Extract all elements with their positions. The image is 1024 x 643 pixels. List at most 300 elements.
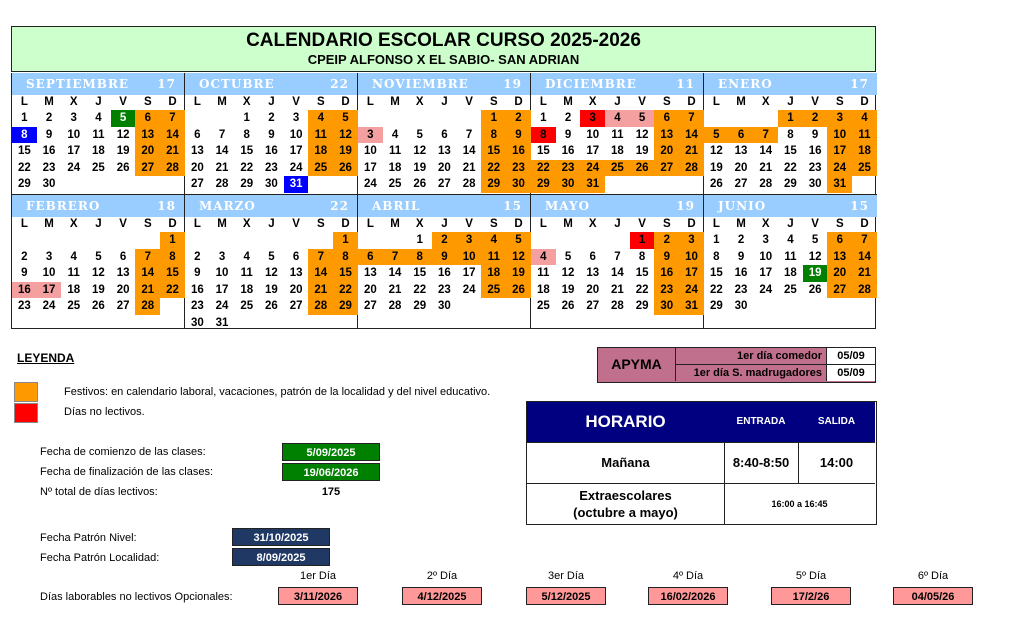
day-cell: 3 xyxy=(218,250,226,263)
month-header xyxy=(704,195,877,217)
day-cell: 3 xyxy=(827,110,852,127)
weekday-header: X xyxy=(761,218,770,230)
day-cell: 15 xyxy=(536,145,550,157)
day-cell: 26 xyxy=(808,283,822,296)
day-cell: 1 xyxy=(481,110,506,127)
day-cell: 23 xyxy=(17,300,31,312)
day-cell: 4 xyxy=(531,249,556,266)
day-cell: 3 xyxy=(679,232,704,249)
month-lective-count: 17 xyxy=(157,77,176,91)
day-cell: 20 xyxy=(827,265,852,282)
day-cell: 23 xyxy=(265,161,278,174)
day-cell: 11 xyxy=(537,267,550,279)
weekday-header: V xyxy=(292,218,300,230)
day-cell: 11 xyxy=(784,250,797,263)
month-mayo xyxy=(531,195,704,329)
day-cell: 21 xyxy=(308,282,333,299)
day-cell: 24 xyxy=(679,282,704,299)
weekday-header: D xyxy=(860,96,869,108)
weekday-header: M xyxy=(563,96,573,108)
month-days xyxy=(531,217,703,315)
weekday-header: L xyxy=(712,218,720,230)
calendar-header xyxy=(11,26,876,72)
day-cell: 11 xyxy=(308,127,333,144)
day-cell: 24 xyxy=(67,161,81,174)
day-cell: 18 xyxy=(611,145,624,157)
calendar-title: CALENDARIO ESCOLAR CURSO 2025-2026 xyxy=(246,30,641,51)
day-cell: 4 xyxy=(391,128,399,141)
day-cell: 25 xyxy=(67,300,81,312)
weekday-header: D xyxy=(168,218,177,230)
day-cell: 31 xyxy=(284,176,309,193)
opcional-dia-label: 4º Día xyxy=(672,570,704,582)
day-cell: 16 xyxy=(265,145,278,157)
day-cell: 21 xyxy=(611,283,624,296)
empty-cell xyxy=(284,232,309,249)
weekday-header: L xyxy=(366,218,374,230)
empty-cell xyxy=(308,232,333,249)
day-cell: 18 xyxy=(852,143,877,160)
weekday-header: L xyxy=(539,218,547,230)
month-junio xyxy=(704,195,877,329)
month-name: ENERO xyxy=(718,77,773,91)
day-cell: 6 xyxy=(441,128,448,141)
day-cell: 22 xyxy=(240,161,254,174)
opcional-dia-label: 1er Día xyxy=(299,570,337,582)
empty-cell xyxy=(135,232,160,249)
empty-cell xyxy=(259,232,284,249)
day-cell: 28 xyxy=(611,300,624,312)
month-febrero xyxy=(12,195,185,329)
weekday-header: J xyxy=(441,218,448,230)
day-cell: 19 xyxy=(413,161,427,174)
day-cell: 13 xyxy=(438,145,451,157)
day-cell: 26 xyxy=(333,160,358,177)
month-days xyxy=(704,217,877,315)
day-cell: 20 xyxy=(586,283,600,296)
day-cell: 19 xyxy=(561,283,575,296)
month-name: SEPTIEMBRE xyxy=(26,77,130,91)
day-cell: 9 xyxy=(811,128,819,141)
day-cell: 6 xyxy=(119,250,127,263)
apyma-row-value: 05/09 xyxy=(827,348,875,364)
day-cell: 5 xyxy=(811,234,819,246)
day-cell: 29 xyxy=(413,300,427,312)
weekday-header: S xyxy=(316,218,325,230)
month-enero xyxy=(704,73,877,195)
day-cell: 3 xyxy=(358,127,383,144)
day-cell: 6 xyxy=(358,249,383,266)
month-name: NOVIEMBRE xyxy=(372,77,469,91)
day-cell: 6 xyxy=(194,128,201,141)
day-cell: 2 xyxy=(737,234,745,246)
month-lective-count: 19 xyxy=(676,199,695,213)
day-cell: 7 xyxy=(160,110,185,127)
day-cell: 6 xyxy=(827,232,852,249)
day-cell: 9 xyxy=(506,127,531,144)
day-cell: 25 xyxy=(92,161,105,174)
day-cell: 27 xyxy=(289,300,303,312)
day-cell: 4 xyxy=(70,250,77,263)
day-cell: 1 xyxy=(778,110,803,127)
month-name: MAYO xyxy=(545,199,591,213)
day-cell: 22 xyxy=(17,161,31,174)
day-cell: 7 xyxy=(753,127,778,144)
day-cell: 10 xyxy=(679,249,704,266)
day-cell: 26 xyxy=(709,178,723,190)
empty-cell xyxy=(86,232,111,249)
month-name: JUNIO xyxy=(718,199,767,213)
day-cell: 30 xyxy=(808,178,822,190)
month-header xyxy=(704,73,877,95)
day-cell: 26 xyxy=(630,160,655,177)
month-lective-count: 19 xyxy=(503,77,522,91)
day-cell: 30 xyxy=(190,316,204,329)
day-cell: 28 xyxy=(852,282,877,299)
day-cell: 11 xyxy=(92,128,105,141)
day-cell: 10 xyxy=(289,128,303,141)
calendar-grid xyxy=(11,73,876,329)
day-cell: 9 xyxy=(268,128,275,141)
weekday-header: D xyxy=(341,218,350,230)
month-header xyxy=(185,73,357,95)
day-cell: 26 xyxy=(561,300,575,312)
day-cell: 14 xyxy=(160,127,185,144)
day-cell: 5 xyxy=(506,232,531,249)
day-cell: 4 xyxy=(95,112,102,124)
day-cell: 2 xyxy=(432,232,457,249)
legend-title: LEYENDA xyxy=(17,351,75,365)
day-cell: 31 xyxy=(827,176,852,193)
day-cell: 7 xyxy=(383,249,408,266)
day-cell: 29 xyxy=(333,298,358,315)
horario-header xyxy=(527,402,875,442)
day-cell: 6 xyxy=(589,250,596,263)
day-cell: 23 xyxy=(808,161,822,174)
day-cell: 24 xyxy=(42,300,56,312)
day-cell: 20 xyxy=(190,161,204,174)
day-cell: 26 xyxy=(92,300,105,312)
day-cell: 17 xyxy=(289,145,303,157)
day-cell: 30 xyxy=(265,178,278,190)
day-cell: 25 xyxy=(852,160,877,177)
month-days xyxy=(185,95,357,193)
weekday-header: J xyxy=(787,96,794,108)
month-octubre xyxy=(185,73,358,195)
weekday-header: X xyxy=(588,96,597,108)
day-cell: 8 xyxy=(638,250,646,263)
weekday-header: V xyxy=(292,96,300,108)
weekday-header: V xyxy=(119,218,127,230)
day-cell: 15 xyxy=(333,265,358,282)
apyma-row xyxy=(675,348,875,365)
weekday-header: X xyxy=(415,218,424,230)
day-cell: 18 xyxy=(240,283,254,296)
day-cell: 9 xyxy=(564,128,572,141)
day-cell: 13 xyxy=(116,267,130,279)
day-cell: 21 xyxy=(388,283,402,296)
day-cell: 9 xyxy=(21,267,28,279)
day-cell: 10 xyxy=(363,145,377,157)
day-cell: 25 xyxy=(784,283,797,296)
day-cell: 8 xyxy=(531,127,556,144)
day-cell: 27 xyxy=(363,300,377,312)
month-lective-count: 15 xyxy=(503,199,522,213)
day-cell: 5 xyxy=(704,127,729,144)
day-cell: 24 xyxy=(363,178,377,190)
weekday-header: L xyxy=(366,96,374,108)
weekday-header: J xyxy=(95,218,102,230)
day-cell: 27 xyxy=(438,178,451,190)
day-cell: 8 xyxy=(481,127,506,144)
month-header xyxy=(12,195,184,217)
day-cell: 2 xyxy=(194,250,201,263)
empty-cell xyxy=(234,232,259,249)
day-cell: 24 xyxy=(462,283,476,296)
patron-localidad-label: Fecha Patrón Localidad: xyxy=(40,552,160,564)
day-cell: 21 xyxy=(852,265,877,282)
empty-cell xyxy=(432,110,457,127)
start-date-label: Fecha de comienzo de las clases: xyxy=(40,446,206,458)
day-cell: 31 xyxy=(215,316,229,329)
day-cell: 13 xyxy=(289,267,303,279)
day-cell: 30 xyxy=(734,300,748,312)
month-name: OCTUBRE xyxy=(199,77,275,91)
horario-row-extraescolares xyxy=(527,483,875,525)
month-lective-count: 18 xyxy=(157,199,176,213)
day-cell: 22 xyxy=(531,160,556,177)
weekday-header: V xyxy=(638,218,646,230)
day-cell: 26 xyxy=(265,300,278,312)
day-cell: 28 xyxy=(679,160,704,177)
weekday-header: X xyxy=(242,218,251,230)
day-cell: 9 xyxy=(45,128,53,141)
weekday-header: V xyxy=(465,96,473,108)
empty-cell xyxy=(556,232,581,249)
day-cell: 1 xyxy=(540,112,547,124)
empty-cell xyxy=(407,110,432,127)
day-cell: 7 xyxy=(852,232,877,249)
empty-cell xyxy=(753,110,778,127)
day-cell: 22 xyxy=(784,161,797,174)
empty-cell xyxy=(61,232,86,249)
day-cell: 20 xyxy=(654,143,679,160)
empty-cell xyxy=(185,232,210,249)
day-cell: 17 xyxy=(586,145,600,157)
empty-cell xyxy=(111,232,136,249)
day-cell: 15 xyxy=(481,143,506,160)
day-cell: 30 xyxy=(556,176,581,193)
weekday-header: S xyxy=(489,96,498,108)
day-cell: 9 xyxy=(194,267,201,279)
day-cell: 22 xyxy=(160,282,185,299)
weekday-header: V xyxy=(638,96,646,108)
month-days xyxy=(358,95,530,193)
day-cell: 24 xyxy=(215,300,229,312)
month-lective-count: 22 xyxy=(330,77,349,91)
day-cell: 2 xyxy=(45,112,53,124)
day-cell: 12 xyxy=(413,145,427,157)
weekday-header: J xyxy=(268,218,275,230)
school-name: CPEIP ALFONSO X EL SABIO- SAN ADRIAN xyxy=(307,52,580,67)
day-cell: 29 xyxy=(240,178,254,190)
day-cell: 15 xyxy=(709,267,723,279)
day-cell: 17 xyxy=(215,283,229,296)
weekday-header: D xyxy=(860,218,869,230)
day-cell: 16 xyxy=(12,282,37,299)
day-cell: 11 xyxy=(611,128,624,141)
day-cell: 27 xyxy=(734,178,748,190)
weekday-header: J xyxy=(268,96,275,108)
day-cell: 18 xyxy=(308,143,333,160)
day-cell: 19 xyxy=(265,283,278,296)
day-cell: 10 xyxy=(42,267,56,279)
day-cell: 4 xyxy=(243,250,250,263)
weekday-header: S xyxy=(316,96,325,108)
day-cell: 11 xyxy=(388,145,402,157)
weekday-header: D xyxy=(514,96,523,108)
day-cell: 5 xyxy=(95,250,102,263)
empty-cell xyxy=(580,232,605,249)
weekday-header: J xyxy=(441,96,448,108)
day-cell: 12 xyxy=(561,267,575,279)
day-cell: 8 xyxy=(787,128,794,141)
day-cell: 26 xyxy=(116,161,130,174)
extraescolares-hora: 16:00 a 16:45 xyxy=(771,499,828,509)
month-header xyxy=(531,73,703,95)
day-cell: 6 xyxy=(292,250,300,263)
month-noviembre xyxy=(358,73,531,195)
day-cell: 19 xyxy=(92,283,105,296)
end-date-value: 19/06/2026 xyxy=(282,463,380,481)
day-cell: 24 xyxy=(827,160,852,177)
day-cell: 17 xyxy=(827,143,852,160)
weekday-header: S xyxy=(489,218,498,230)
day-cell: 7 xyxy=(679,110,704,127)
weekday-header: S xyxy=(662,96,671,108)
day-cell: 14 xyxy=(852,249,877,266)
opcional-dia-label: 2º Día xyxy=(426,570,458,582)
day-cell: 18 xyxy=(481,265,506,282)
day-cell: 13 xyxy=(363,267,377,279)
legend-swatch-festivo xyxy=(14,382,38,402)
weekday-header: M xyxy=(736,218,746,230)
weekday-header: M xyxy=(217,218,227,230)
day-cell: 27 xyxy=(586,300,600,312)
day-cell: 12 xyxy=(506,249,531,266)
day-cell: 18 xyxy=(92,145,105,157)
day-cell: 12 xyxy=(116,128,130,141)
legend-no-lectivos-text: Días no lectivos. xyxy=(64,406,145,418)
day-cell: 20 xyxy=(116,283,130,296)
day-cell: 23 xyxy=(42,161,56,174)
day-cell: 19 xyxy=(333,143,358,160)
weekday-header: D xyxy=(687,218,696,230)
empty-cell xyxy=(457,110,482,127)
day-cell: 6 xyxy=(729,127,754,144)
month-abril xyxy=(358,195,531,329)
day-cell: 4 xyxy=(308,110,333,127)
day-cell: 17 xyxy=(759,267,773,279)
weekday-header: J xyxy=(614,218,621,230)
day-cell: 19 xyxy=(709,161,723,174)
weekday-header: L xyxy=(193,218,201,230)
weekday-header: V xyxy=(811,218,819,230)
empty-cell xyxy=(358,110,383,127)
day-cell: 15 xyxy=(635,267,649,279)
day-cell: 12 xyxy=(635,128,649,141)
weekday-header: M xyxy=(736,96,746,108)
day-cell: 29 xyxy=(531,176,556,193)
day-cell: 23 xyxy=(506,160,531,177)
day-cell: 25 xyxy=(388,178,402,190)
day-cell: 30 xyxy=(654,298,679,315)
day-cell: 16 xyxy=(561,145,575,157)
day-cell: 14 xyxy=(679,127,704,144)
day-cell: 14 xyxy=(462,145,476,157)
weekday-header: M xyxy=(390,218,400,230)
day-cell: 18 xyxy=(784,267,797,279)
day-cell: 27 xyxy=(135,160,160,177)
day-cell: 4 xyxy=(852,110,877,127)
day-cell: 29 xyxy=(709,300,723,312)
day-cell: 9 xyxy=(737,250,745,263)
total-days-value: 175 xyxy=(321,486,341,498)
day-cell: 5 xyxy=(564,250,572,263)
day-cell: 25 xyxy=(240,300,254,312)
weekday-header: X xyxy=(242,96,251,108)
weekday-header: M xyxy=(44,218,54,230)
weekday-header: S xyxy=(143,96,152,108)
weekday-header: S xyxy=(143,218,152,230)
day-cell: 1 xyxy=(160,232,185,249)
month-name: ABRIL xyxy=(372,199,421,213)
day-cell: 16 xyxy=(808,145,822,157)
day-cell: 25 xyxy=(536,300,550,312)
day-cell: 29 xyxy=(635,300,649,312)
day-cell: 8 xyxy=(333,249,358,266)
empty-cell xyxy=(531,232,556,249)
day-cell: 16 xyxy=(734,267,748,279)
day-cell: 8 xyxy=(407,249,432,266)
month-days xyxy=(358,217,530,315)
day-cell: 15 xyxy=(784,145,797,157)
month-name: FEBRERO xyxy=(26,199,101,213)
day-cell: 13 xyxy=(734,145,748,157)
extraescolares-line2: (octubre a mayo) xyxy=(573,505,678,520)
opcional-fecha: 16/02/2026 xyxy=(648,587,728,605)
extraescolares-line1: Extraescolares xyxy=(579,488,672,503)
weekday-header: D xyxy=(514,218,523,230)
day-cell: 5 xyxy=(416,128,423,141)
weekday-header: M xyxy=(563,218,573,230)
weekday-header: L xyxy=(193,96,201,108)
day-cell: 5 xyxy=(630,110,655,127)
month-header xyxy=(531,195,703,217)
day-cell: 20 xyxy=(438,161,451,174)
day-cell: 23 xyxy=(654,282,679,299)
day-cell: 27 xyxy=(654,160,679,177)
day-cell: 7 xyxy=(614,250,621,263)
opcional-fecha: 04/05/26 xyxy=(893,587,973,605)
day-cell: 3 xyxy=(70,112,77,124)
day-cell: 21 xyxy=(215,161,229,174)
weekday-header: D xyxy=(168,96,177,108)
day-cell: 28 xyxy=(215,178,229,190)
day-cell: 23 xyxy=(438,283,451,296)
apyma-row-value: 05/09 xyxy=(827,365,875,381)
day-cell: 24 xyxy=(289,161,303,174)
